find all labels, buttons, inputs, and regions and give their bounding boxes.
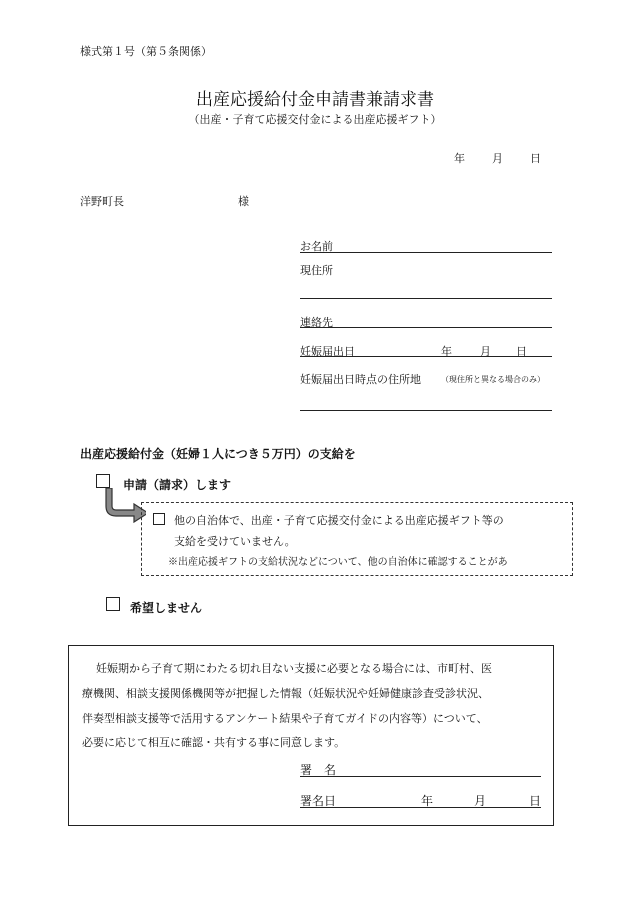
pregnancy-report-label: 妊娠届出日 (300, 345, 355, 358)
not-received-checkbox[interactable] (153, 513, 165, 525)
confirmation-note: ※出産応援ギフトの支給状況などについて、他の自治体に確認することがあ (168, 557, 508, 568)
page-title: 出産応援給付金申請書兼請求書 (196, 90, 434, 110)
addressee-honorific: 様 (238, 195, 249, 208)
address-at-report-label: 妊娠届出日時点の住所地 (300, 373, 421, 386)
decline-checkbox[interactable] (106, 597, 120, 611)
address-label: 現住所 (300, 264, 333, 277)
consent-line1: 妊娠期から子育て期にわたる切れ目ない支援に必要となる場合には、市町村、医 (96, 662, 492, 675)
signature-date-label: 署名日 (300, 794, 337, 808)
pregnancy-day-label: 日 (516, 345, 527, 358)
name-field[interactable] (300, 252, 552, 253)
signature-day-label: 日 (529, 794, 542, 808)
consent-line2: 療機関、相談支援関係機関等が把握した情報（妊娠状況や妊婦健康診査受診状況、 (82, 687, 489, 700)
payment-heading: 出産応援給付金（妊婦１人につき５万円）の支給を (80, 447, 356, 461)
address-at-report-note: （現住所と異なる場合のみ） (441, 375, 545, 384)
signature-label: 署 名 (300, 763, 337, 777)
form-number: 様式第１号（第５条関係） (80, 45, 212, 58)
pregnancy-report-date-field[interactable] (300, 356, 552, 357)
date-year-label: 年 (454, 152, 465, 165)
date-day-label: 日 (530, 152, 541, 165)
pregnancy-year-label: 年 (441, 345, 452, 358)
date-month-label: 月 (492, 152, 503, 165)
contact-label: 連絡先 (300, 316, 333, 329)
addressee-name: 洋野町長 (80, 195, 124, 208)
sub-confirmation-box (141, 502, 573, 576)
consent-line4: 必要に応じて相互に確認・共有する事に同意します。 (82, 736, 346, 749)
not-received-line2: 支給を受けていません。 (174, 535, 296, 548)
decline-label: 希望しません (130, 601, 203, 615)
address-field[interactable] (300, 298, 552, 299)
consent-box (68, 645, 554, 826)
apply-label: 申請（請求）します (123, 478, 232, 492)
not-received-line1: 他の自治体で、出産・子育て応援交付金による出産応援ギフト等の (174, 514, 504, 527)
contact-field[interactable] (300, 327, 552, 328)
apply-checkbox[interactable] (96, 474, 110, 488)
consent-line3: 伴奏型相談支援等で活用するアンケート結果や子育てガイドの内容等）について、 (82, 712, 488, 725)
signature-date-field[interactable] (300, 807, 541, 808)
signature-year-label: 年 (421, 794, 434, 808)
page-subtitle: （出産・子育て応援交付金による出産応援ギフト） (188, 113, 442, 126)
pregnancy-month-label: 月 (480, 345, 491, 358)
arrow-icon (104, 488, 146, 524)
signature-field[interactable] (300, 776, 541, 777)
address-at-report-field[interactable] (300, 410, 552, 411)
signature-month-label: 月 (474, 794, 487, 808)
name-label: お名前 (300, 240, 333, 253)
